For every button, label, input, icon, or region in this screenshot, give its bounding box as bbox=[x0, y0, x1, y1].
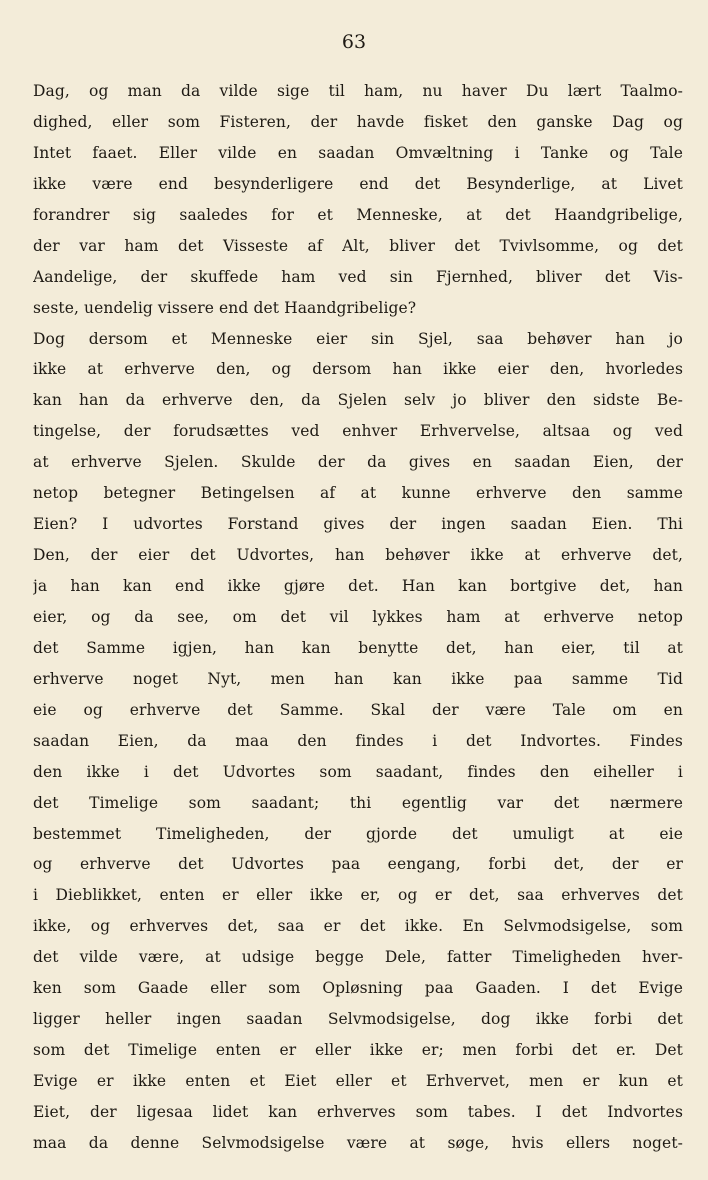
text-line: ikke, og erhverves det, saa er det ikke. En Selvmodsigelse, som bbox=[33, 917, 683, 936]
text-line: maa da denne Selvmodsigelse være at søge, hvis ellers noget- bbox=[33, 1133, 683, 1152]
text-line: forandrer sig saaledes for et Menneske, at det Haandgribelige, bbox=[33, 205, 683, 224]
text-line: som det Timelige enten er eller ikke er; men forbi det er. Det bbox=[33, 1041, 683, 1060]
page-number: 63 bbox=[341, 31, 367, 53]
text-line: erhverve noget Nyt, men han kan ikke paa samme Tid bbox=[33, 669, 683, 688]
text-line: ikke at erhverve den, og dersom han ikke eier den, hvorledes bbox=[33, 360, 683, 379]
text-line: og erhverve det Udvortes paa eengang, forbi det, der er bbox=[33, 855, 683, 874]
text-line: Evige er ikke enten et Eiet eller et Erhvervet, men er kun et bbox=[33, 1072, 683, 1090]
text-line: Eien? I udvortes Forstand gives der ingen saadan Eien. Thi bbox=[33, 515, 683, 534]
text-line: ligger heller ingen saadan Selvmodsigelse, dog ikke forbi det bbox=[33, 1010, 683, 1029]
text-line: det vilde være, at udsige begge Dele, fatter Timeligheden hver- bbox=[33, 948, 683, 967]
text-line: tingelse, der forudsættes ved enhver Erhvervelse, altsaa og ved bbox=[33, 422, 683, 441]
text-line: ja han kan end ikke gjøre det. Han kan bortgive det, han bbox=[33, 577, 683, 595]
text-line: Dag, og man da vilde sige til ham, nu haver Du lært Taalmo- bbox=[33, 82, 683, 100]
text-line: Dog dersom et Menneske eier sin Sjel, saa behøver han jo bbox=[33, 329, 683, 348]
text-line: den ikke i det Udvortes som saadant, findes den eiheller i bbox=[33, 762, 683, 781]
text-line: det Timelige som saadant; thi egentlig var det nærmere bbox=[33, 793, 683, 812]
text-line: i Dieblikket, enten er eller ikke er, og er det, saa erhverves det bbox=[33, 886, 683, 905]
text-line: Aandelige, der skuffede ham ved sin Fjernhed, bliver det Vis- bbox=[33, 267, 683, 286]
text-line: ken som Gaade eller som Opløsning paa Gaaden. I det Evige bbox=[33, 979, 683, 998]
text-line: kan han da erhverve den, da Sjelen selv jo bliver den sidste Be- bbox=[33, 391, 683, 410]
body-text bbox=[33, 76, 683, 1159]
text-line: Intet faaet. Eller vilde en saadan Omvæltning i Tanke og Tale bbox=[33, 143, 683, 162]
text-line: Den, der eier det Udvortes, han behøver ikke at erhverve det, bbox=[33, 546, 683, 565]
text-line: det Samme igjen, han kan benytte det, han eier, til at bbox=[33, 638, 683, 657]
text-line: saadan Eien, da maa den findes i det Indvortes. Findes bbox=[33, 731, 683, 750]
text-line: eie og erhverve det Samme. Skal der være Tale om en bbox=[33, 700, 683, 719]
text-line: ikke være end besynderligere end det Besynderlige, at Livet bbox=[33, 174, 683, 193]
text-line: seste, uendelig vissere end det Haandgribelige? bbox=[33, 298, 417, 317]
text-line: at erhverve Sjelen. Skulde der da gives en saadan Eien, der bbox=[33, 453, 683, 472]
text-line: der var ham det Visseste af Alt, bliver det Tvivlsomme, og det bbox=[33, 236, 683, 255]
text-line: bestemmet Timeligheden, der gjorde det umuligt at eie bbox=[33, 824, 683, 843]
text-line: netop betegner Betingelsen af at kunne erhverve den samme bbox=[33, 484, 683, 503]
text-line: dighed, eller som Fisteren, der havde fisket den ganske Dag og bbox=[33, 112, 683, 131]
text-line: Eiet, der ligesaa lidet kan erhverves som tabes. I det Indvortes bbox=[33, 1102, 683, 1121]
text-line: eier, og da see, om det vil lykkes ham at erhverve netop bbox=[33, 607, 683, 626]
